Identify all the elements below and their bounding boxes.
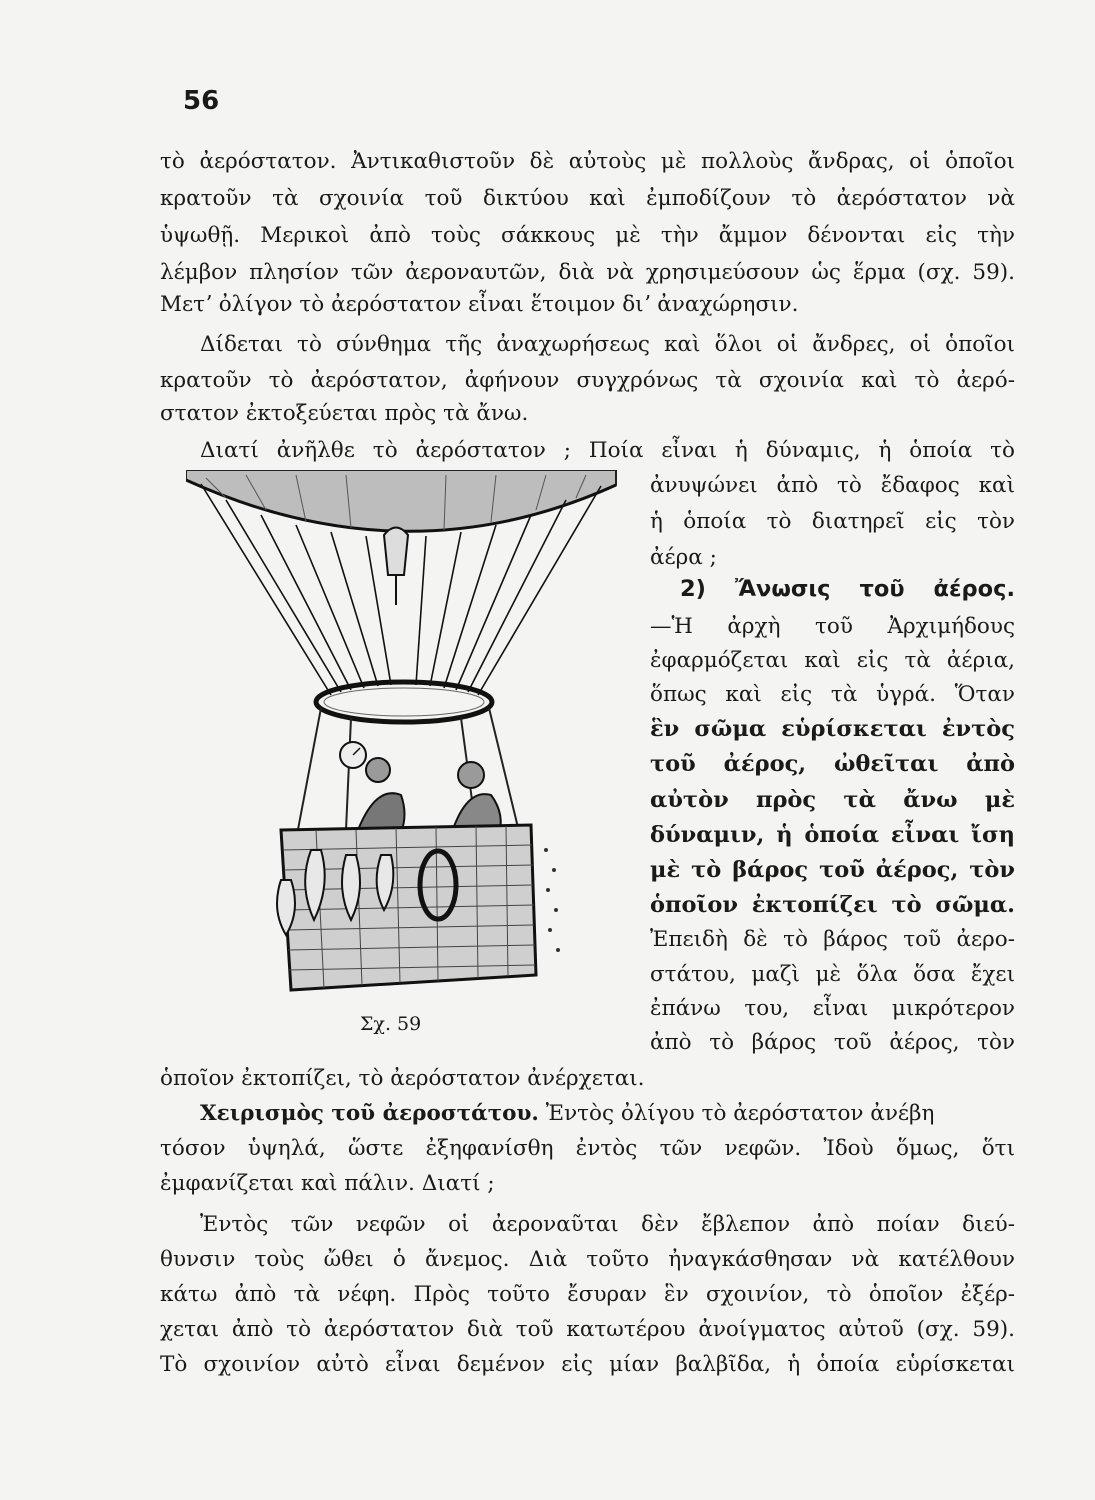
text-line: Ἐπειδὴ δὲ τὸ βάρος τοῦ ἀερο- bbox=[650, 927, 1015, 952]
text-line: Μετʼ ὀλίγον τὸ ἀερόστατον εἶναι ἕτοιμον διʼ ἀναχώρησιν. bbox=[160, 292, 799, 317]
text-line-emphasis: αὐτὸν πρὸς τὰ ἄνω μὲ bbox=[650, 787, 1015, 813]
text-line: ἀνυψώνει ἀπὸ τὸ ἔδαφος καὶ bbox=[650, 473, 1015, 498]
text-line-emphasis: δύναμιν, ἡ ὁποία εἶναι ἴση bbox=[650, 822, 1015, 848]
text-line: ἀπὸ τὸ βάρος τοῦ ἀέρος, τὸν bbox=[650, 1030, 1015, 1055]
text-line: Ἐντὸς τῶν νεφῶν οἱ ἀεροναῦται δὲν ἔβλεπον ἀπὸ ποίαν διεύ- bbox=[200, 1212, 1015, 1237]
text-line: ὅπως καὶ εἰς τὰ ὑγρά. Ὅταν bbox=[650, 682, 1015, 707]
text-line: κάτω ἀπὸ τὰ νέφη. Πρὸς τοῦτο ἔσυραν ἓν σχοινίον, τὸ ὁποῖον ἐξέρ- bbox=[160, 1282, 1015, 1307]
text-line: ἀέρα ; bbox=[650, 545, 717, 570]
text-span: Ἐντὸς ὀλίγου τὸ ἀερόστατον ἀνέβη bbox=[538, 1101, 935, 1126]
text-line-emphasis: μὲ τὸ βάρος τοῦ ἀέρος, τὸν bbox=[650, 857, 1015, 883]
text-line: Τὸ σχοινίον αὐτὸ εἶναι δεμένον εἰς μίαν βαλβῖδα, ἡ ὁποία εὑρίσκεται bbox=[160, 1352, 1015, 1377]
text-line: κρατοῦν τὰ σχοινία τοῦ δικτύου καὶ ἐμποδίζουν τὸ ἀερόστατον νὰ bbox=[160, 186, 1015, 211]
text-line-emphasis: τοῦ ἀέρος, ὠθεῖται ἀπὸ bbox=[650, 751, 1015, 777]
page-number: 56 bbox=[183, 86, 220, 116]
text-line: θυνσιν τοὺς ὤθει ὁ ἄνεμος. Διὰ τοῦτο ἠναγκάσθησαν νὰ κατέλθουν bbox=[160, 1247, 1015, 1272]
paragraph-heading-line bbox=[200, 1095, 1015, 1132]
text-line: χεται ἀπὸ τὸ ἀερόστατον διὰ τοῦ κατωτέρου ἀνοίγματος αὐτοῦ (σχ. 59). bbox=[160, 1317, 1015, 1342]
text-line: λέμβον πλησίον τῶν ἀεροναυτῶν, διὰ νὰ χρησιμεύσουν ὡς ἕρμα (σχ. 59). bbox=[160, 260, 1015, 285]
text-line: στατον ἐκτοξεύεται πρὸς τὰ ἄνω. bbox=[160, 401, 529, 426]
text-line: ὁποῖον ἐκτοπίζει, τὸ ἀερόστατον ἀνέρχεται. bbox=[160, 1066, 645, 1091]
hot-air-balloon-illustration-icon bbox=[186, 470, 626, 1015]
text-line: ἐφαρμόζεται καὶ εἰς τὰ ἀέρια, bbox=[650, 648, 1015, 673]
text-line: στάτου, μαζὶ μὲ ὅλα ὅσα ἔχει bbox=[650, 962, 1015, 987]
text-line: —Ἡ ἀρχὴ τοῦ Ἀρχιμήδους bbox=[650, 614, 1015, 639]
text-line: Δίδεται τὸ σύνθημα τῆς ἀναχωρήσεως καὶ ὅλοι οἱ ἄνδρες, οἱ ὁποῖοι bbox=[200, 332, 1015, 357]
text-line: ἐμφανίζεται καὶ πάλιν. Διατί ; bbox=[160, 1171, 495, 1196]
figure-caption: Σχ. 59 bbox=[360, 1013, 422, 1035]
text-line: κρατοῦν τὸ ἀερόστατον, ἀφήνουν συγχρόνως τὰ σχοινία καὶ τὸ ἀερό- bbox=[160, 368, 1015, 393]
text-line: Διατί ἀνῆλθε τὸ ἀερόστατον ; Ποία εἶναι ἡ δύναμις, ἡ ὁποία τὸ bbox=[200, 438, 1015, 463]
text-line-emphasis: ὁποῖον ἐκτοπίζει τὸ σῶμα. bbox=[650, 892, 1015, 918]
text-line: ἡ ὁποία τὸ διατηρεῖ εἰς τὸν bbox=[650, 509, 1015, 534]
section-heading-anosis: 2) Ἄνωσις τοῦ ἀέρος. bbox=[680, 576, 1015, 602]
text-line: τόσον ὑψηλά, ὥστε ἐξηφανίσθη ἐντὸς τῶν νεφῶν. Ἰδοὺ ὅμως, ὅτι bbox=[160, 1136, 1015, 1161]
text-line-emphasis: ἓν σῶμα εὑρίσκεται ἐντὸς bbox=[650, 716, 1015, 742]
text-line: ὑψωθῇ. Μερικοὶ ἀπὸ τοὺς σάκκους μὲ τὴν ἄμμον δένονται εἰς τὴν bbox=[160, 223, 1015, 248]
text-line: τὸ ἀερόστατον. Ἀντικαθιστοῦν δὲ αὐτοὺς μὲ πολλοὺς ἄνδρας, οἱ ὁποῖοι bbox=[160, 149, 1015, 174]
text-line: ἐπάνω του, εἶναι μικρότερον bbox=[650, 996, 1015, 1021]
section-heading-handling: Χειρισμὸς τοῦ ἀεροστάτου. bbox=[200, 1101, 539, 1126]
